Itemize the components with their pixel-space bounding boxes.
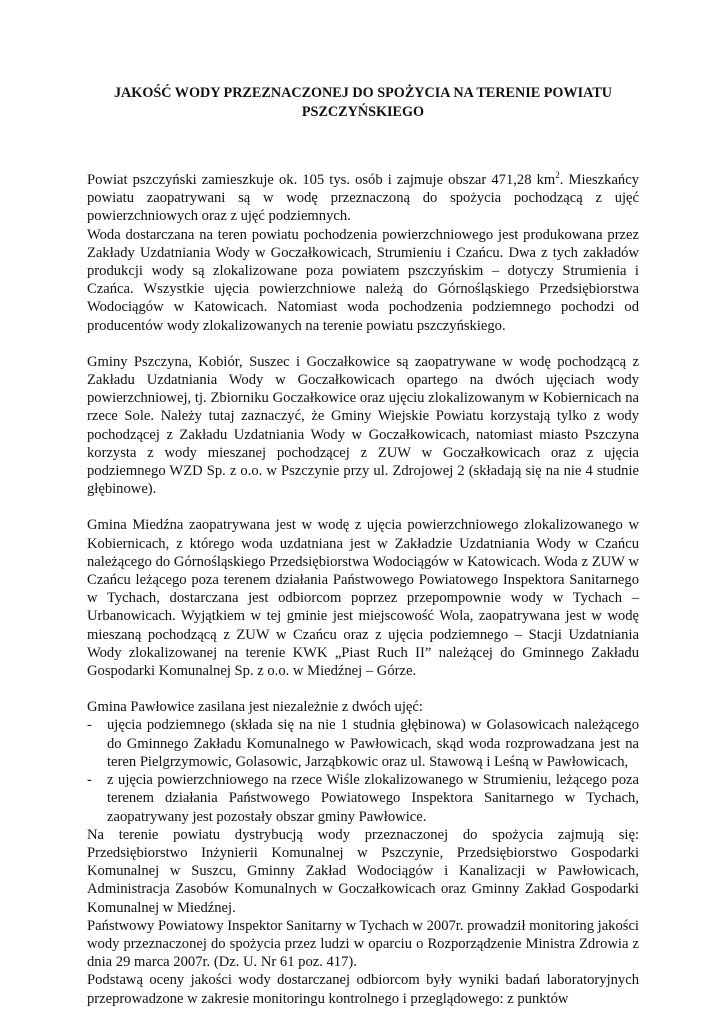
list-item xyxy=(87,771,639,826)
spacer xyxy=(87,680,639,698)
paragraph-population-text-end: . Mieszkańcy powiatu zaopatrywani są w wodę przeznaczoną do spożycia pochodzącą z ujęć powierzchniowych oraz z ujęć podziemnych. xyxy=(87,172,639,225)
paragraph-assessment: Podstawą oceny jakości wody dostarczanej odbiorcom były wyniki badań laboratoryjnych przeprowadzone w zakresie monitoringu kontrolnego i przeglądowego: z punktów xyxy=(87,972,639,1007)
title-line-2: PSZCZYŃSKIEGO xyxy=(301,104,425,120)
paragraph-pszczyna-communes: Gminy Pszczyna, Kobiór, Suszec i Goczałkowice są zaopatrywane w wodę pochodzącą z Zakładu Uzdatniania Wody w Goczałkowicach opartego na dwóch ujęciach wody powierzchniowej, tj. Zbiorniku Goczałkowice oraz ujęciu zlokalizowanym w Kobiernicach na rzece Sole. Należy tutaj zaznaczyć, że Gminy Wiejskie Powiatu korzystają tylko z wody pochodzącej z Zakładu Uzdatniania Wody w Goczałkowicach, natomiast miasto Pszczyna korzysta z wody mieszanej pochodzącej z ZUW w Goczałkowicach oraz z ujęcia podziemnego WZD Sp. z o.o. w Pszczynie przy ul. Zdrojowej 2 (składają się na nie 4 studnie głębinowe). xyxy=(87,353,639,498)
spacer xyxy=(87,335,639,353)
paragraph-population xyxy=(87,171,639,226)
document-title xyxy=(87,84,639,122)
paragraph-miedzna: Gmina Miedźna zaopatrywana jest w wodę z ujęcia powierzchniowego zlokalizowanego w Kobiernicach, z którego woda uzdatniana jest w Zakładzie Uzdatniania Wody w Czańcu należącego do Górnośląskiego Przedsiębiorstwa Wodociągów w Katowicach. Woda z ZUW w Czańcu leżącego poza terenem działania Państwowego Powiatowego Inspektora Sanitarnego w Tychach, dostarczana jest odbiorcom poprzez przepompownie wody w Tychach – Urbanowicach. Wyjątkiem w tej gminie jest miejscowość Wola, zaopatrywana jest w wodę mieszaną pochodzącą z ZUW w Czańcu oraz z ujęcia podziemnego – Stacji Uzdatniania Wody zlokalizowanej na terenie KWK „Piast Ruch II” należącej do Gminnego Zakładu Gospodarki Komunalnej Sp. z o.o. w Miedźnej – Górze. xyxy=(87,517,639,680)
paragraph-monitoring: Państwowy Powiatowy Inspektor Sanitarny w Tychach w 2007r. prowadził monitoring jakości wody przeznaczonej do spożycia przez ludzi w oparciu o Rozporządzenie Ministra Zdrowia z dnia 29 marca 2007r. (Dz. U. Nr 61 poz. 417). xyxy=(87,917,639,971)
title-line-1: JAKOŚĆ WODY PRZEZNACZONEJ DO SPOŻYCIA NA TERENIE POWIATU xyxy=(113,85,613,101)
dash-bullet: - xyxy=(87,717,92,734)
list-item-text: ujęcia podziemnego (składa się na nie 1 studnia głębinowa) w Golasowicach należącego do Gminnego Zakładu Komunalnego w Pawłowicach, skąd woda rozprowadzana jest na teren Pielgrzymowic, Golasowic, Jarząbkowic oraz ul. Stawową i Leśną w Pawłowicach, xyxy=(107,717,639,770)
dash-bullet: - xyxy=(87,772,92,789)
superscript-2: 2 xyxy=(555,170,560,181)
document-page xyxy=(87,84,639,1008)
spacer xyxy=(87,498,639,516)
paragraph-distributors: Na terenie powiatu dystrybucją wody przeznaczonej do spożycia zajmują się: Przedsiębiorstwo Inżynierii Komunalnej w Pszczynie, Przedsiębiorstwo Gospodarki Komunalnej w Suszcu, Gminny Zakład Wodociągów i Kanalizacji w Pawłowicach, Administracja Zasobów Komunalnych w Goczałkowicach oraz Gminny Zakład Gospodarki Komunalnej w Miedźnej. xyxy=(87,826,639,916)
pawlowice-sources-list xyxy=(87,716,639,825)
list-item-text: z ujęcia powierzchniowego na rzece Wiśle zlokalizowanego w Strumieniu, leżącego poza terenem działania Państwowego Powiatowego Inspektora Sanitarnego w Tychach, zaopatrywany jest pozostały obszar gminy Pawłowice. xyxy=(107,772,639,825)
paragraph-surface-water: Woda dostarczana na teren powiatu pochodzenia powierzchniowego jest produkowana przez Zakłady Uzdatniania Wody w Goczałkowicach, Strumieniu i Czańcu. Dwa z tych zakładów produkcji wody są zlokalizowane poza powiatem pszczyńskim – dotyczy Strumienia i Czańca. Wszystkie ujęcia powierzchniowe należą do Górnośląskiego Przedsiębiorstwa Wodociągów w Katowicach. Natomiast woda pochodzenia podziemnego pochodzi od producentów wody zlokalizowanych na terenie powiatu pszczyńskiego. xyxy=(87,226,639,334)
paragraph-pawlowice-intro: Gmina Pawłowice zasilana jest niezależnie z dwóch ujęć: xyxy=(87,699,423,716)
paragraph-population-text: Powiat pszczyński zamieszkuje ok. 105 tys. osób i zajmuje obszar 471,28 km xyxy=(87,172,556,188)
list-item xyxy=(87,716,639,771)
